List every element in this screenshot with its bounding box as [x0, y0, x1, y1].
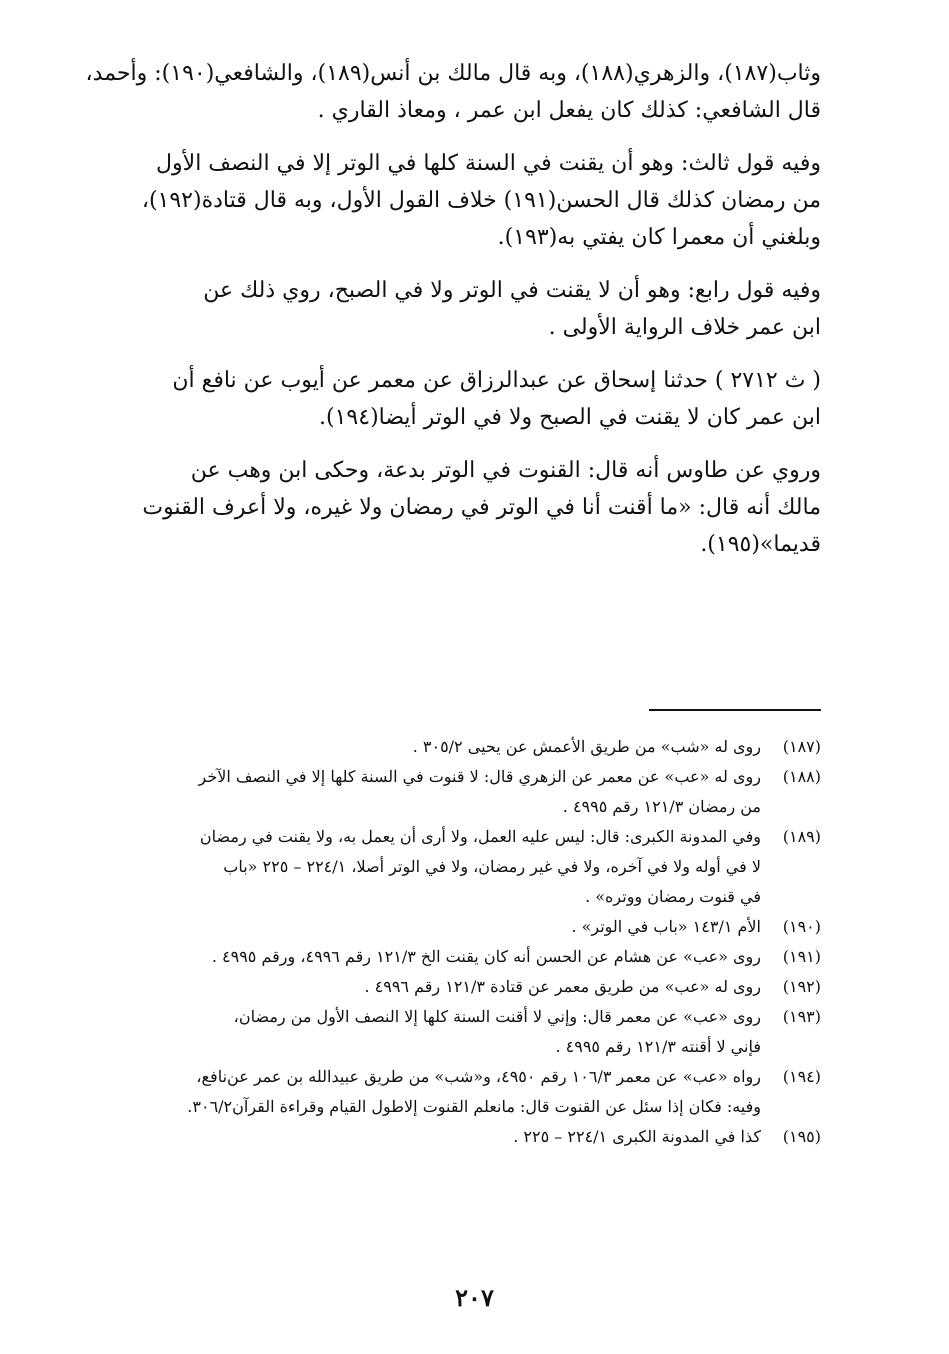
footnote-line: روى «عب» عن هشام عن الحسن أنه كان يقنت الخ ١٢١/٣ رقم ٤٩٩٦، ورقم ٤٩٩٥ .	[211, 947, 761, 966]
footnote-number: (١٩١)	[782, 947, 821, 966]
text-line: ابن عمر خلاف الرواية الأولى .	[548, 315, 821, 340]
footnote	[121, 762, 821, 822]
text-line: وروي عن طاوس أنه قال: القنوت في الوتر بدعة، وحكى ابن وهب عن	[190, 458, 821, 483]
footnote	[121, 732, 821, 762]
text-line: وبلغني أن معمرا كان يفتي به(١٩٣).	[497, 225, 821, 250]
footnote-text	[121, 1002, 761, 1062]
footnote-separator	[649, 709, 821, 711]
footnote-line: من رمضان ١٢١/٣ رقم ٤٩٩٥ .	[562, 797, 761, 816]
text-line: ( ث ٢٧١٢ ) حدثنا إسحاق عن عبدالرزاق عن معمر عن أيوب عن نافع أن	[172, 368, 821, 393]
footnote	[121, 1002, 821, 1062]
footnote-text	[121, 972, 761, 1002]
footnote-line: الأم ١٤٣/١ «باب في الوتر» .	[571, 917, 761, 936]
paragraph	[121, 145, 821, 256]
footnote	[121, 1122, 821, 1152]
text-line: وفيه قول رابع: وهو أن لا يقنت في الوتر ولا في الصبح، روي ذلك عن	[203, 278, 821, 303]
footnote-text	[121, 822, 761, 912]
footnote-text	[121, 1122, 761, 1152]
footnote-number: (١٩٤)	[782, 1067, 821, 1086]
footnote-number: (١٨٩)	[782, 827, 821, 846]
footnote-number: (١٩٥)	[782, 1127, 821, 1146]
footnote-text	[121, 942, 761, 972]
footnote-text	[121, 912, 761, 942]
footnote-line: روى «عب» عن معمر قال: وإني لا أقنت السنة كلها إلا النصف الأول من رمضان،	[233, 1007, 761, 1026]
text-line: قديما»(١٩٥).	[700, 532, 821, 557]
main-text	[85, 55, 821, 579]
footnote-number: (١٩٢)	[782, 977, 821, 996]
text-line: وفيه قول ثالث: وهو أن يقنت في السنة كلها في الوتر إلا في النصف الأول	[156, 151, 821, 176]
footnote-text	[121, 762, 761, 822]
paragraph	[121, 362, 821, 436]
footnote-line: رواه «عب» عن معمر ١٠٦/٣ رقم ٤٩٥٠، و«شب» من طريق عبيدالله بن عمر عن‌نافع،	[196, 1067, 761, 1086]
text-line: من رمضان كذلك قال الحسن(١٩١) خلاف القول الأول، وبه قال قتادة(١٩٢)،	[141, 188, 821, 213]
footnote	[121, 912, 821, 942]
footnote-line: كذا في المدونة الكبرى ٢٢٤/١ – ٢٢٥ .	[513, 1127, 761, 1146]
footnote-text	[121, 732, 761, 762]
footnote-number: (١٨٧)	[782, 737, 821, 756]
footnote-line: روى له «شب» من طريق الأعمش عن يحيى ٣٠٥/٢ .	[412, 737, 761, 756]
footnote-number: (١٩٣)	[782, 1007, 821, 1026]
footnote-line: روى له «عب» من طريق معمر عن قتادة ١٢١/٣ رقم ٤٩٩٦ .	[364, 977, 761, 996]
footnote-line: لا في أوله ولا في آخره، ولا في غير رمضان، ولا في الوتر أصلا، ٢٢٤/١ – ٢٢٥ «باب	[223, 857, 761, 876]
footnote	[121, 1062, 821, 1122]
text-line: ابن عمر كان لا يقنت في الصبح ولا في الوتر أيضا(١٩٤).	[319, 405, 821, 430]
footnote-line: روى له «عب» عن معمر عن الزهري قال: لا قنوت في السنة كلها إلا في النصف الآخر	[198, 767, 761, 786]
page-number: ٢٠٧	[455, 1283, 494, 1312]
paragraph	[85, 55, 821, 129]
footnote	[121, 972, 821, 1002]
text-line: قال الشافعي: كذلك كان يفعل ابن عمر ، ومعاذ القاري .	[317, 98, 821, 123]
paragraph	[121, 452, 821, 563]
footnote	[121, 942, 821, 972]
footnote-line: في قنوت رمضان ووتره» .	[585, 887, 761, 906]
footnote-line: فإني لا أقنته ١٢١/٣ رقم ٤٩٩٥ .	[555, 1037, 761, 1056]
footnote-line: وفيه: فكان إذا سئل عن القنوت قال: مانعلم القنوت إلاطول القيام وقراءة القرآن٣٠٦/٢.	[187, 1097, 761, 1116]
footnote-number: (١٨٨)	[782, 767, 821, 786]
footnote	[121, 822, 821, 912]
footnote-number: (١٩٠)	[782, 917, 821, 936]
text-line: مالك أنه قال: «ما أقنت أنا في الوتر في رمضان ولا غيره، ولا أعرف القنوت	[142, 495, 821, 520]
footnotes	[121, 732, 821, 1152]
footnote-text	[121, 1062, 761, 1122]
text-line: وثاب(١٨٧)، والزهري(١٨٨)، وبه قال مالك بن أنس(١٨٩)، والشافعي(١٩٠): وأحمد،	[85, 61, 821, 86]
paragraph	[121, 272, 821, 346]
footnote-line: وفي المدونة الكبرى: قال: ليس عليه العمل، ولا أرى أن يعمل به، ولا يقنت في رمضان	[199, 827, 761, 846]
